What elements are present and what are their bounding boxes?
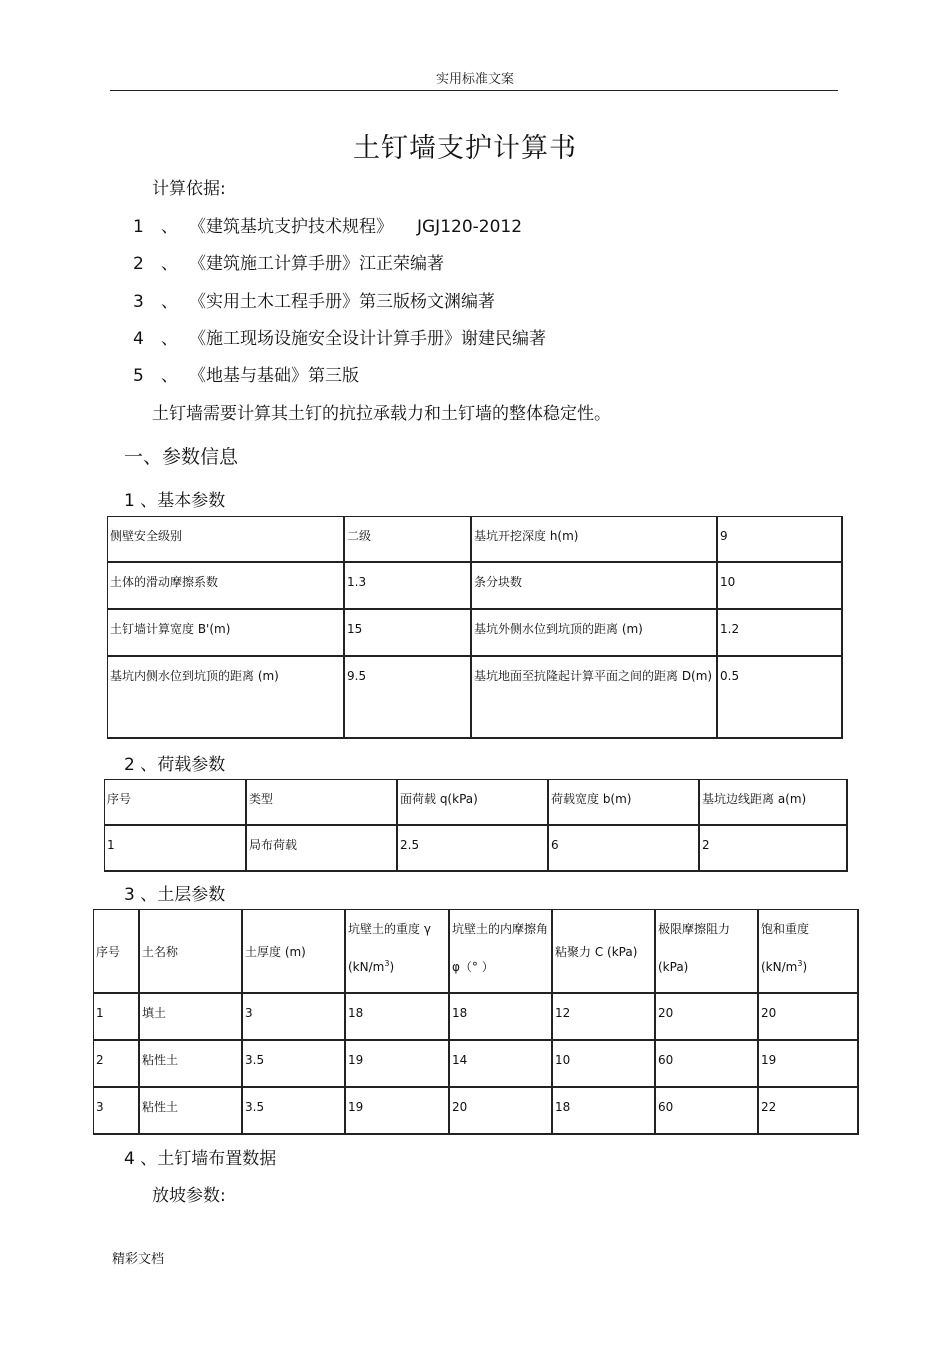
table-cell: 22 (759, 1088, 859, 1135)
table-cell: 3.5 (243, 1088, 346, 1135)
table-cell: 3 (94, 1088, 140, 1135)
table-cell: 2 (94, 1041, 140, 1088)
reference-item: 4 、 《施工现场设施安全设计计算手册》谢建民编著 (133, 329, 546, 349)
column-header: 坑壁土的内摩擦角φ（° ） (450, 910, 553, 994)
table-row (108, 657, 843, 739)
table-cell: 20 (450, 1088, 553, 1135)
table-row (94, 1041, 859, 1088)
table-header-row (105, 780, 848, 826)
table-cell: 20 (656, 994, 759, 1041)
column-header: 基坑边线距离 a(m) (700, 780, 848, 826)
table-row (94, 1088, 859, 1135)
table-cell: 3 (243, 994, 346, 1041)
table-cell: 18 (450, 994, 553, 1041)
basic-params-table (107, 516, 843, 739)
table-row (108, 610, 843, 657)
table-cell: 1 (105, 826, 247, 872)
table-cell: 60 (656, 1088, 759, 1135)
subsection-heading: 1 、基本参数 (124, 491, 226, 511)
table-row (108, 563, 843, 610)
table-row (108, 517, 843, 563)
basis-label: 计算依据: (152, 179, 226, 199)
header-rule (110, 90, 838, 91)
table-cell: 局布荷载 (247, 826, 398, 872)
reference-item: 3 、 《实用土木工程手册》第三版杨文渊编著 (133, 292, 495, 312)
page-header: 实用标准文案 (435, 72, 514, 87)
intro-paragraph: 土钉墙需要计算其土钉的抗拉承载力和土钉墙的整体稳定性。 (152, 404, 611, 424)
table-cell: 19 (759, 1041, 859, 1088)
reference-item: 5 、 《地基与基础》第三版 (133, 366, 359, 386)
table-cell: 侧壁安全级别 (108, 517, 345, 563)
table-cell: 填土 (140, 994, 243, 1041)
slope-params-label: 放坡参数: (152, 1186, 226, 1206)
column-header: 土名称 (140, 910, 243, 994)
table-cell: 条分块数 (472, 563, 718, 610)
table-cell: 基坑外侧水位到坑顶的距离 (m) (472, 610, 718, 657)
table-cell: 14 (450, 1041, 553, 1088)
table-cell: 20 (759, 994, 859, 1041)
table-cell: 15 (345, 610, 472, 657)
table-cell: 1.3 (345, 563, 472, 610)
page-footer: 精彩文档 (112, 1252, 165, 1267)
column-header: 土厚度 (m) (243, 910, 346, 994)
table-cell: 土体的滑动摩擦系数 (108, 563, 345, 610)
table-header-row (94, 910, 859, 994)
column-header: 类型 (247, 780, 398, 826)
column-header: 坑壁土的重度 γ $(kN/m^3)$ (346, 910, 450, 994)
column-header: 面荷载 q(kPa) (398, 780, 549, 826)
subsection-heading: 3 、土层参数 (124, 885, 226, 905)
column-header: 荷载宽度 b(m) (549, 780, 700, 826)
soil-params-table (93, 909, 859, 1135)
table-row (94, 994, 859, 1041)
table-cell: 9.5 (345, 657, 472, 739)
table-cell: 2.5 (398, 826, 549, 872)
table-cell: 10 (718, 563, 843, 610)
table-cell: 6 (549, 826, 700, 872)
table-cell: 2 (700, 826, 848, 872)
subsection-heading: 2 、荷载参数 (124, 755, 226, 775)
column-header: 序号 (105, 780, 247, 826)
table-row (105, 826, 848, 872)
table-cell: 12 (553, 994, 656, 1041)
table-cell: 18 (346, 994, 450, 1041)
table-cell: 基坑地面至抗隆起计算平面之间的距离 D(m) (472, 657, 718, 739)
reference-item: 2 、 《建筑施工计算手册》江正荣编著 (133, 254, 444, 274)
subsection-heading: 4 、土钉墙布置数据 (124, 1149, 277, 1169)
table-cell: 二级 (345, 517, 472, 563)
table-cell: 基坑内侧水位到坑顶的距离 (m) (108, 657, 345, 739)
column-header: 序号 (94, 910, 140, 994)
column-header: 极限摩擦阻力 (kPa) (656, 910, 759, 994)
table-cell: 基坑开挖深度 h(m) (472, 517, 718, 563)
reference-item: 1 、 《建筑基坑支护技术规程》 JGJ120-2012 (133, 217, 523, 237)
table-cell: 1 (94, 994, 140, 1041)
column-header: 饱和重度 $(kN/m^3)$ (759, 910, 859, 994)
table-cell: 9 (718, 517, 843, 563)
table-cell: 土钉墙计算宽度 B'(m) (108, 610, 345, 657)
column-header: 粘聚力 C (kPa) (553, 910, 656, 994)
table-cell: 粘性土 (140, 1088, 243, 1135)
section-heading: 一、参数信息 (124, 446, 239, 468)
table-cell: 粘性土 (140, 1041, 243, 1088)
table-cell: 3.5 (243, 1041, 346, 1088)
table-cell: 60 (656, 1041, 759, 1088)
table-cell: 0.5 (718, 657, 843, 739)
table-cell: 19 (346, 1088, 450, 1135)
table-cell: 1.2 (718, 610, 843, 657)
document-title: 土钉墙支护计算书 (353, 133, 577, 164)
table-cell: 18 (553, 1088, 656, 1135)
table-cell: 10 (553, 1041, 656, 1088)
table-cell: 19 (346, 1041, 450, 1088)
load-params-table (104, 779, 848, 872)
